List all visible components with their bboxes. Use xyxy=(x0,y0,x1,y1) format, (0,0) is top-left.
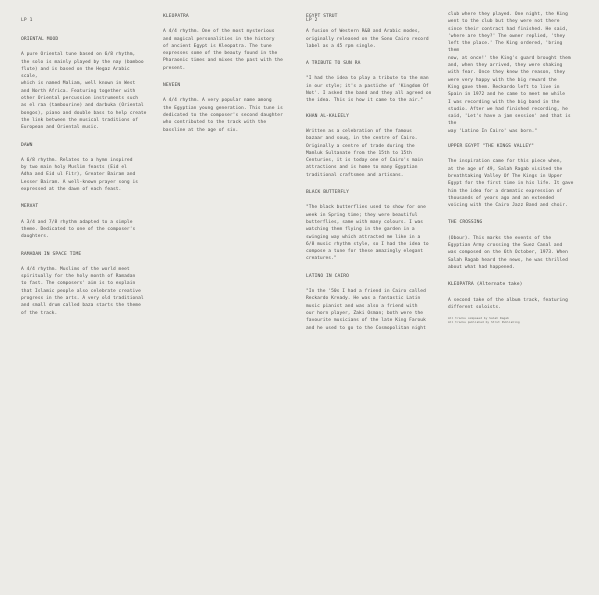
track-description: A 4/4 rhythm. A very popular name among the Egyptian young generation. This tune is dedicated to the composer's second daughter who contributed to the track with the bassline at the age of six. xyxy=(163,98,283,133)
track-description: A fusion of Western R&B and Arabic modes, originally released on the Sono Cairo record label as a 45 rpm single. xyxy=(306,29,429,49)
column-3 xyxy=(306,13,432,332)
track-title: DAWN xyxy=(21,142,33,148)
track-description: A 4/4 rhythm. One of the most mysterious and magical personalities in the history of ancient Egypt is Kleopatra. The tune expresses some of the beauty found in the Pharaonic times and mixes the past with the present. xyxy=(163,29,283,71)
track-description: A 6/8 rhythm. Relates to a hymn inspired by two main holy Muslim feasts (Eid el Adha and Eid ul Fitr), Greater Bairam and Lesser Bairam. A well-known prayer song is expressed at the dawn of each feast. xyxy=(21,157,139,193)
track-description: A 4/4 rhythm. Muslims of the world meet spiritually for the holy month of Ramadan to fast. The composers' aim is to explain that Islamic people also celebrate creative progress in the arts. A very old traditional and small drum called baza starts the theme of the track. xyxy=(21,266,144,316)
track-title: KLEOPATRA xyxy=(163,14,189,19)
lp1-label: LP 1 xyxy=(21,18,33,23)
track-title: RAMADAN IN SPACE TIME xyxy=(21,251,82,257)
track-title: BLACK BUTTERFLY xyxy=(306,190,349,196)
lp2-label: LP 2 xyxy=(306,18,318,23)
track-description: The inspiration came for this piece when, at the age of 49, Salah Ragab visited the breathtaking Valley Of The Kings in Upper Egypt for the first time in his life. It gave him the idea for a dramatic expression of thousands of years ago and an extended voicing with the Cairo Jazz Band and choir. xyxy=(448,159,574,209)
track-description: A 3/4 and 7/8 rhythm adapted to a simple theme. Dedicated to one of the composer's daughters. xyxy=(21,219,136,240)
column-2 xyxy=(163,13,289,134)
track-title: ORIENTAL MOOD xyxy=(21,37,59,42)
track-description: "The black butterflies used to show for one week in Spring time; they were beautiful butterflies, same with many colours. I was watching them flying in the garden in a swinging way which attracted me like in a 6/8 music rhythm style, so I had the idea to compose a tune for these amazingly elegant creatures." xyxy=(306,205,429,262)
track-description: (Obour). This marks the events of the Egyptian Army crossing the Suez Canal and was composed on the 6th October, 1973. When Salah Ragab heard the news, he was thrilled about what had happened. xyxy=(448,235,568,270)
track-title: MERVAT xyxy=(21,204,39,210)
track-description: A second take of the album track, featuring different soloists. xyxy=(448,297,568,310)
publishing-credits: All tracks composed by Salah Ragab All tracks published by Strut Publishing xyxy=(448,316,520,325)
track-title: LATINO IN CAIRO xyxy=(306,273,349,279)
track-description: Written as a celebration of the famous bazaar and souq, in the centre of Cairo. Originally a centre of trade during the Mamluk Sultanate from the 15th to 15th Centuries, it is today one of Cairo's main attractions and is home to many Egyptian traditional craftsmen and artisans. xyxy=(306,128,424,178)
track-description-continued: club where they played. One night, the King went to the club but they were not there since their contract had finished. He said, 'where are they?' The owner replied, 'they left the place.' The King ordered, 'bring them now, at once!' the King's guard brought them and, when they arrived, they were shaking with fear. Once they knew the reason, they were very happy with the big reward the King gave them. Reckardo left to live in Spain in 1972 and he came to meet me while I was recording with the big band in the studio. After we had finished recording, he said, 'Let's have a jam session' and that is the way 'Latino In Cairo' was born." xyxy=(448,12,571,134)
track-title: EGYPT STRUT xyxy=(306,14,338,19)
track-title: NEVEEN xyxy=(163,83,181,89)
track-title: KLEOPATRA (Alternate take) xyxy=(448,282,523,288)
column-4 xyxy=(448,11,576,325)
track-description: "In the '50s I had a friend in Cairo called Reckardo Kready. He was a fantastic Latin music pianist and was also a friend with our horn player, Zaki Osman; both were the favourite musicians of the late King Farouk and he used to go to the Cosmopolitan night xyxy=(306,289,426,331)
track-description: A pure Oriental tune based on 6/8 rhythm, the solo is mainly played by the nay (bamboo flute) and is based on the Hegaz Arabic scale, which is named Maliam, well known in West and North Africa. Featuring together with other Oriental percussion instruments such as el raa (tambourine) and darbuka (Oriental bongos), piano and double bass to help create the link between the musical traditions of European and Oriental music. xyxy=(21,52,147,131)
track-title: UPPER EGYPT "THE KINGS VALLEY" xyxy=(448,144,534,150)
track-title: KHAN AL-KALEELY xyxy=(306,113,349,119)
column-1 xyxy=(21,36,147,317)
track-title: A TRIBUTE TO SUN RA xyxy=(306,61,361,67)
track-description: "I had the idea to play a tribute to the man in our style; it's a pastiche of 'Kingdom Of Not'. I asked the band and they all agreed on the idea. This is how it came to the air." xyxy=(306,76,432,104)
track-title: THE CROSSING xyxy=(448,220,483,226)
